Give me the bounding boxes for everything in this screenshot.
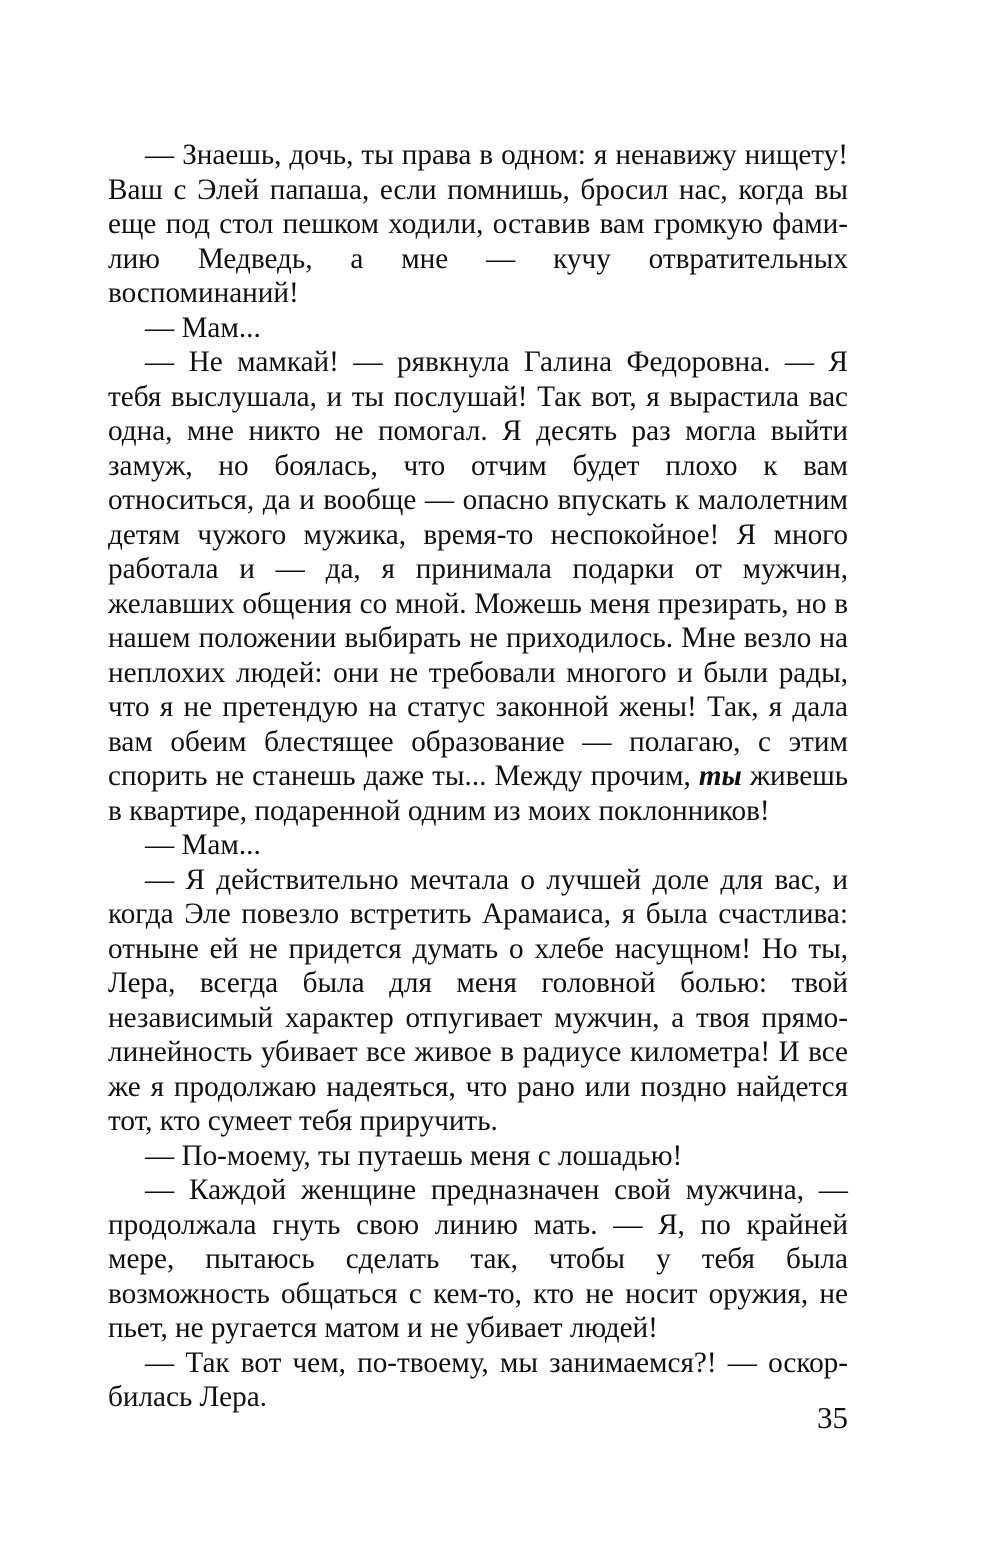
body-text [108, 138, 848, 1415]
paragraph-8: — Так вот чем, по-твоему, мы занимаемся?! — оскорбилась Лера. [108, 1346, 848, 1413]
paragraph-6: — По-моему, ты путаешь меня с лошадью! [145, 1139, 683, 1172]
paragraph-5: — Я действительно мечтала о лучшей доле для вас, и когда Эле повезло встретить Арамаиса, я была счастлива: отныне ей не придется думать о хлебе насущном! Но ты, Лера, всегда была для меня головной болью: твой независимый характер отпугивает мужчин, а твоя прямолинейность убивает все живое в радиусе километра! И все же я продолжаю надеяться, что рано или поздно найдется тот, кто сумеет тебя приручить. [108, 863, 848, 1137]
paragraph-3-part-1: — Не мамкай! — рявкнула Галина Федоровна. — Я тебя выслушала, и ты послушай! Так вот, я вырастила вас одна, мне никто не помогал. Я десять раз могла выйти замуж, но боялась, что отчим будет плохо к вам относиться, да и вообще — опасно впускать к малолетним детям чужого мужика, время-то неспокойное! Я много работала и — да, я принимала подарки от мужчин, желавших общения со мной. Можешь меня презирать, но в нашем положении выбирать не приходилось. Мне везло на неплохих людей: они не требовали многого и были рады, что я не претендую на статус законной жены! Так, я дала вам обеим блестящее образование — полагаю, с этим спорить не станешь даже ты... Между прочим, [108, 346, 848, 792]
page-number: 35 [817, 1400, 848, 1435]
paragraph-3 [108, 345, 848, 828]
paragraph-2: — Мам... [145, 311, 261, 344]
paragraph-1: — Знаешь, дочь, ты права в одном: я ненавижу нищету! Ваш с Элей папаша, если помнишь, бросил нас, когда вы еще под стол пешком ходили, оставив вам громкую фамилию Медведь, а мне — кучу отвратительных воспоминаний! [108, 139, 848, 309]
paragraph-4: — Мам... [145, 829, 261, 861]
paragraph-7: — Каждой женщине предназначен свой мужчина, — продолжала гнуть свою линию мать. — Я, по крайней мере, пытаюсь сделать так, чтобы у тебя была возможность общаться с кем-то, кто не носит оружия, не пьет, не ругается матом и не убивает людей! [108, 1174, 848, 1344]
paragraph-3-part-2: живешь в квартире, подаренной одним из моих поклонников! [108, 760, 849, 827]
emphasis-ty: ты [698, 760, 742, 792]
